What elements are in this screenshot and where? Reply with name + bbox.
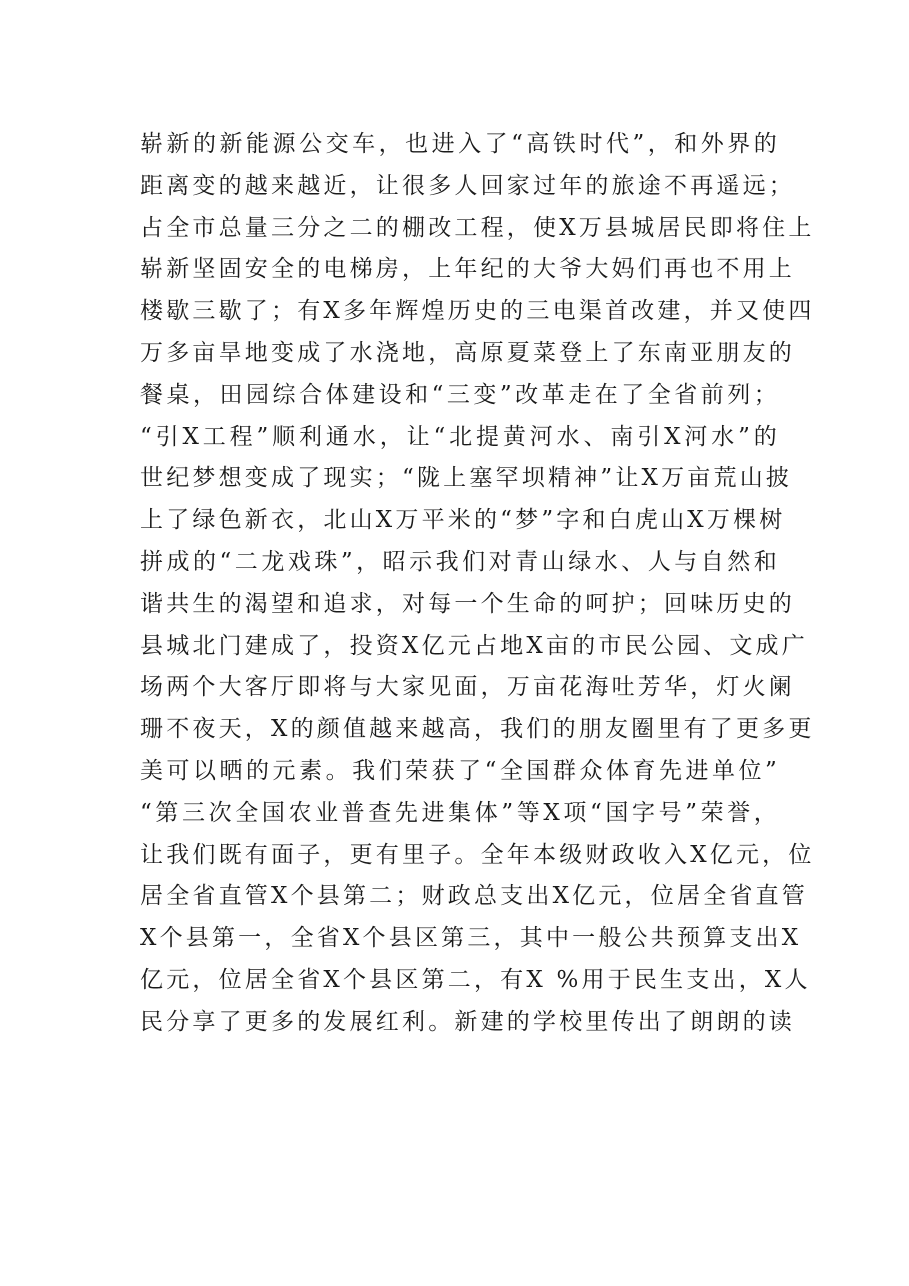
text-line: 场两个大客厅即将与大家见面，万亩花海吐芳华，灯火阑 [140, 674, 795, 701]
body-text [140, 124, 815, 1044]
text-line: X个县第一，全省X个县区第三，其中一般公共预算支出X [140, 925, 802, 952]
text-line: 谐共生的渴望和追求，对每一个生命的呵护；回味历史的 [140, 590, 795, 617]
text-line: 县城北门建成了，投资X亿元占地X亩的市民公园、文成广 [140, 632, 808, 659]
text-line: 崭新坚固安全的电梯房，上年纪的大爷大妈们再也不用上 [140, 256, 795, 283]
text-line: 美可以晒的元素。我们荣获了“全国群众体育先进单位” [140, 757, 780, 784]
text-line: 距离变的越来越近，让很多人回家过年的旅途不再遥远； [140, 172, 795, 199]
text-line: 上了绿色新衣，北山X万平米的“梦”字和白虎山X万棵树 [140, 507, 786, 534]
text-line: 珊不夜天，X的颜值越来越高，我们的朋友圈里有了更多更 [140, 716, 815, 743]
text-line: 崭新的新能源公交车，也进入了“高铁时代”，和外界的 [140, 131, 780, 157]
text-line: 占全市总量三分之二的棚改工程，使X万县城居民即将住上 [140, 214, 815, 241]
text-line: 亿元，位居全省X个县区第二，有X %用于民生支出，X人 [140, 966, 811, 993]
text-line: “引X工程”顺利通水，让“北提黄河水、南引X河水”的 [140, 423, 780, 450]
text-line: 餐桌，田园综合体建设和“三变”改革走在了全省前列； [140, 381, 780, 408]
text-line: 万多亩旱地变成了水浇地，高原夏菜登上了东南亚朋友的 [140, 339, 795, 366]
text-line: 世纪梦想变成了现实；“陇上塞罕坝精神”让X万亩荒山披 [140, 465, 793, 492]
text-line: 拼成的“二龙戏珠”，昭示我们对青山绿水、人与自然和 [140, 548, 780, 575]
text-line: 居全省直管X个县第二；财政总支出X亿元，位居全省直管 [140, 883, 808, 910]
text-line: 让我们既有面子，更有里子。全年本级财政收入X亿元，位 [140, 841, 815, 868]
text-line: 楼歇三歇了；有X多年辉煌历史的三电渠首改建，并又使四 [140, 298, 815, 325]
text-line: “第三次全国农业普查先进集体”等X项“国字号”荣誉， [140, 799, 780, 826]
text-line: 民分享了更多的发展红利。新建的学校里传出了朗朗的读 [140, 1008, 795, 1035]
